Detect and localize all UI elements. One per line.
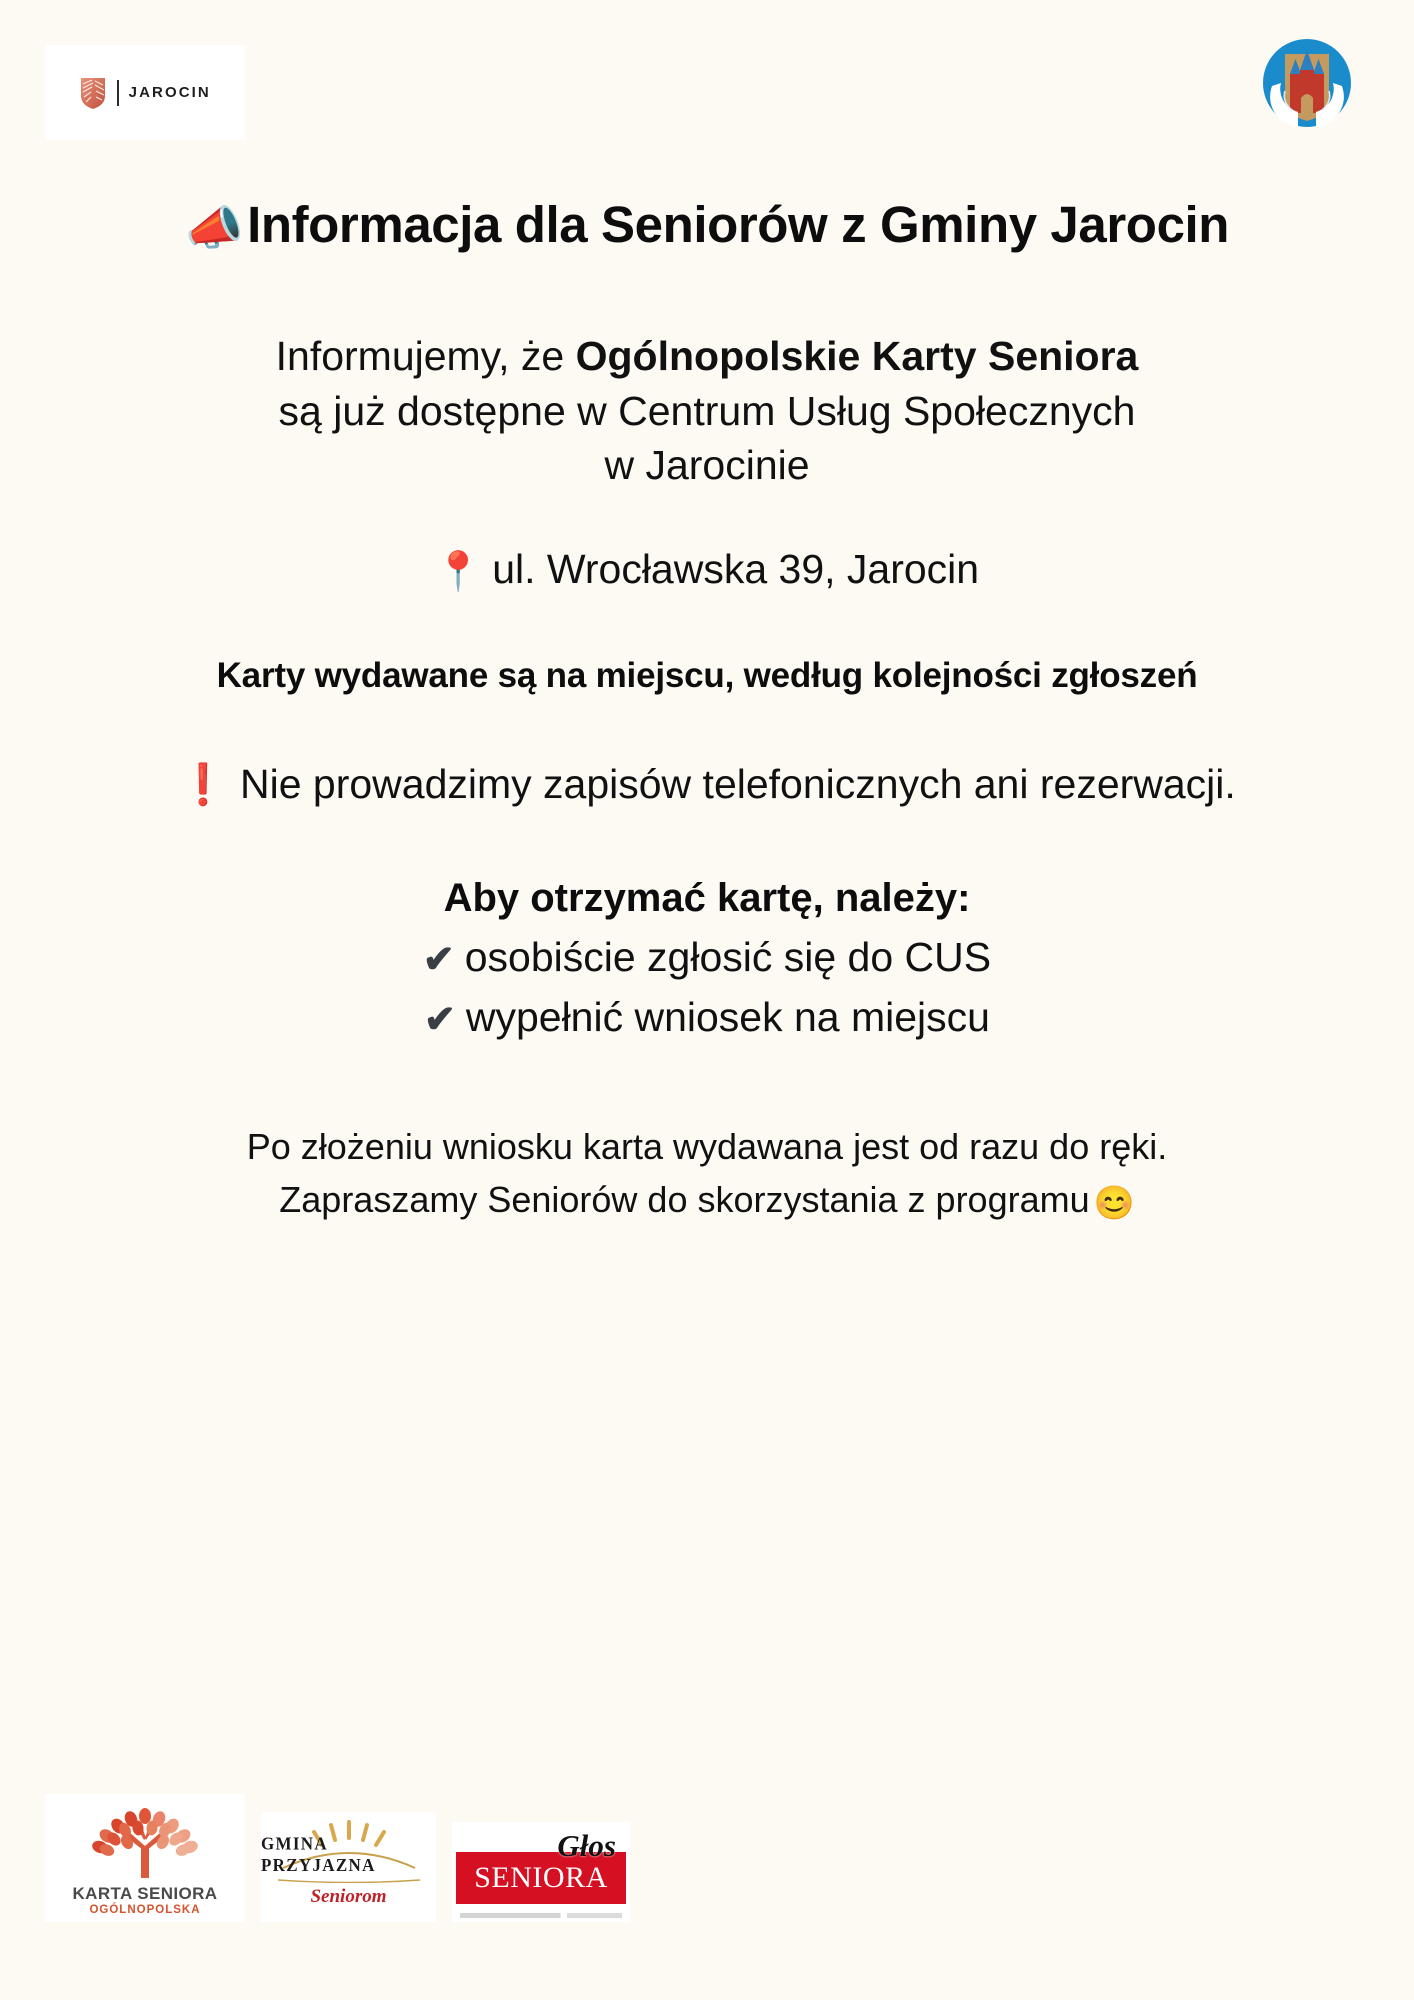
intro-line1-bold: Ogólnopolskie Karty Seniora — [575, 333, 1139, 380]
address-line — [40, 543, 1374, 597]
poster-body — [0, 195, 1414, 1228]
gmina-przyjazna-title: GMINA PRZYJAZNA — [261, 1834, 376, 1875]
howto-heading: Aby otrzymać kartę, należy: — [443, 876, 971, 921]
closing-line1: Po złożeniu wniosku karta wydawana jest od razu do ręki. — [246, 1126, 1168, 1168]
karta-seniora-ogolnopolska-logo — [45, 1794, 245, 1922]
list-item — [40, 928, 1374, 988]
page-title-text: Informacja dla Seniorów z Gminy Jarocin — [247, 196, 1230, 253]
list-item — [40, 988, 1374, 1048]
cus-jarocin-hands-crest-logo-icon — [1252, 28, 1362, 138]
red-exclamation-mark-icon: ❗ — [178, 762, 228, 807]
issuance-rule-text: Karty wydawane są na miejscu, według kolejności zgłoszeń — [216, 656, 1198, 696]
partner-logo-strip — [45, 1794, 630, 1922]
address-text: ul. Wrocławska 39, Jarocin — [492, 546, 980, 592]
jarocin-wordmark: JAROCIN — [128, 84, 211, 101]
jarocin-municipality-logo — [45, 45, 245, 140]
poster-header — [0, 0, 1414, 175]
closing-line2: Zapraszamy Seniorów do skorzystania z programu — [279, 1179, 1090, 1221]
gmina-przyjazna-subtitle: Seniorom — [310, 1886, 387, 1907]
logo-swash-divider — [274, 1877, 424, 1883]
karta-seniora-title: KARTA SENIORA — [72, 1883, 218, 1903]
intro-paragraph — [40, 329, 1374, 493]
round-pushpin-emoji: 📍 — [434, 551, 483, 593]
closing-paragraph — [40, 1120, 1374, 1228]
page-title — [40, 195, 1374, 255]
no-reservations-notice — [40, 757, 1374, 812]
jarocin-crest-mark-icon — [79, 76, 107, 110]
howto-item-text: wypełnić wniosek na miejscu — [465, 994, 990, 1041]
karta-seniora-subtitle: OGÓLNOPOLSKA — [89, 1904, 201, 1917]
glos-seniora-logo — [452, 1822, 630, 1922]
smiling-face-with-smiling-eyes-emoji: 😊 — [1093, 1184, 1135, 1222]
glos-seniora-fineprint — [460, 1913, 622, 1918]
senior-card-tree-icon — [81, 1806, 209, 1880]
megaphone-emoji: 📣 — [184, 201, 244, 254]
check-mark-icon: ✔ — [424, 999, 456, 1042]
poster-footer — [0, 1750, 1414, 2000]
glos-seniora-title: SENIORA — [474, 1861, 608, 1894]
glos-seniora-script: Głos — [557, 1828, 616, 1863]
check-mark-icon: ✔ — [422, 939, 455, 982]
howto-steps-list — [40, 928, 1374, 1048]
intro-line1-prefix: Informujemy, że — [275, 333, 576, 380]
notice-text: Nie prowadzimy zapisów telefonicznych ani rezerwacji. — [240, 760, 1236, 807]
logo-divider — [117, 80, 119, 106]
gmina-przyjazna-seniorom-logo — [261, 1812, 436, 1922]
intro-line2: są już dostępne w Centrum Usług Społecznych — [278, 387, 1136, 434]
intro-line3: w Jarocinie — [604, 442, 810, 489]
howto-item-text: osobiście zgłosić się do CUS — [464, 934, 992, 981]
